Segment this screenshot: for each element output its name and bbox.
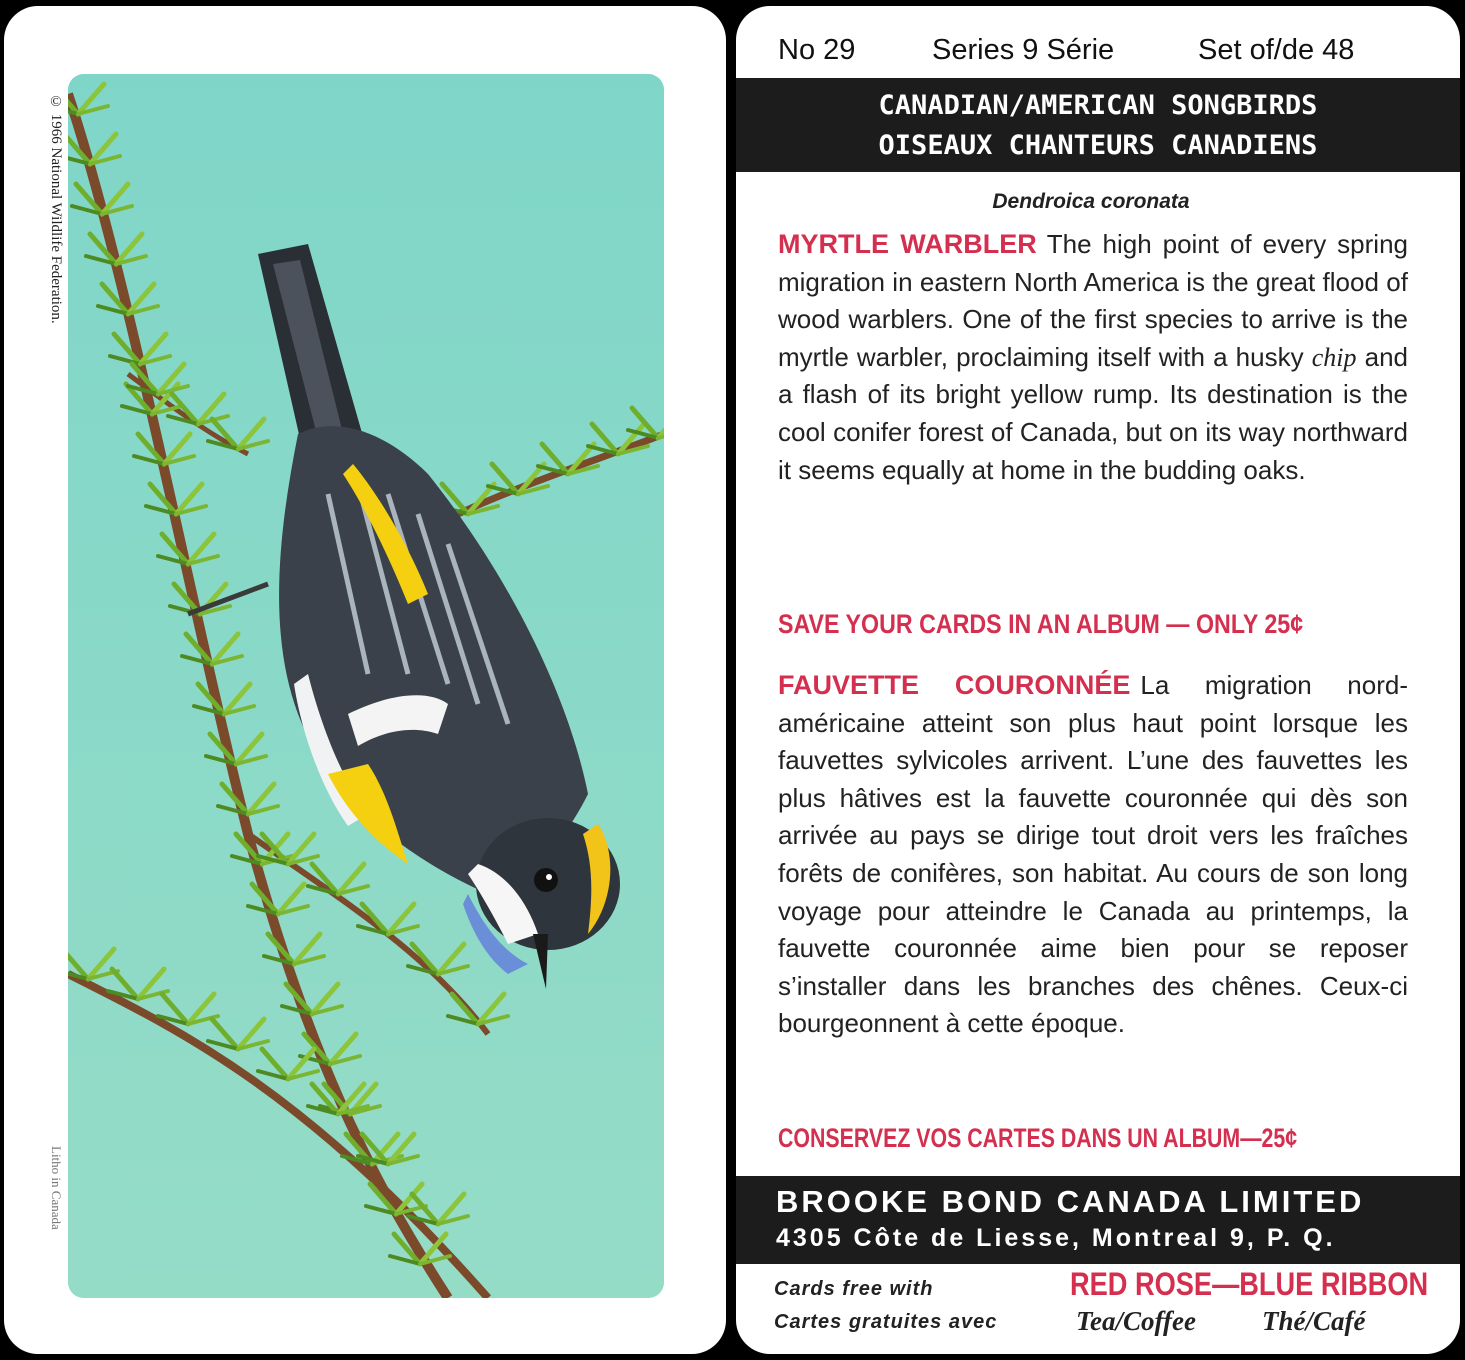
series-title-band bbox=[736, 78, 1460, 172]
series-label: Series 9 Série bbox=[932, 34, 1115, 66]
album-promo-fr: CONSERVEZ VOS CARTES DANS UN ALBUM—25¢ bbox=[778, 1123, 1298, 1153]
french-text: La migration nord-américaine atteint son plus haut point lorsque les fauvettes sylvicoles arrivent. L’une des fauvettes les plus hâtives est la fauvette couronnée qui dès son arrivée au pays se dirige tout droit vers les fraîches forêts de conifères, son habitat. Au cours de son long voyage pour atteindre le Canada au printemps, la fauvette couronnée aime bien pour se reposer s’installer dans les branches des chênes. Ceux-ci bourgeonnent à cette époque. bbox=[778, 670, 1409, 1039]
products-fr: Thé/Café bbox=[1262, 1306, 1366, 1336]
series-title-en: CANADIAN/AMERICAN SONGBIRDS bbox=[878, 90, 1318, 121]
cards-free-fr: Cartes gratuites avec bbox=[774, 1311, 998, 1333]
english-text-italic: chip bbox=[1311, 342, 1357, 372]
copyright-notice: © 1966 National Wildlife Federation. bbox=[48, 94, 64, 324]
french-bird-name: FAUVETTE COURONNÉE bbox=[778, 670, 1131, 700]
warbler-painting bbox=[68, 74, 664, 1298]
products-en: Tea/Coffee bbox=[1076, 1306, 1196, 1336]
company-address: 4305 Côte de Liesse, Montreal 9, P. Q. bbox=[776, 1224, 1336, 1252]
card-back bbox=[736, 6, 1460, 1354]
card-front bbox=[4, 6, 726, 1354]
brand-names: RED ROSE—BLUE RIBBON bbox=[1070, 1266, 1429, 1302]
company-name: BROOKE BOND CANADA LIMITED bbox=[776, 1184, 1365, 1219]
litho-notice: Litho in Canada bbox=[49, 1146, 64, 1230]
latin-name: Dendroica coronata bbox=[992, 190, 1190, 213]
english-bird-name: MYRTLE WARBLER bbox=[778, 229, 1037, 259]
company-band bbox=[736, 1176, 1460, 1264]
english-text-part1: The high point of every spring migration in eastern North America is the great flood of wood warblers. One of the first species to arrive is the myrtle warbler, proclaiming itself with a husky bbox=[778, 229, 1408, 372]
english-text-part2: and a flash of its bright yellow rump. Its destination is the cool conifer forest of Canada, but on its way northward it seems equally at home in the budding oaks. bbox=[778, 341, 1408, 485]
set-label: Set of/de 48 bbox=[1198, 34, 1355, 66]
card-header-line bbox=[736, 34, 1460, 74]
cards-free-en: Cards free with bbox=[774, 1278, 934, 1300]
english-description bbox=[778, 226, 1408, 489]
album-promo-en: SAVE YOUR CARDS IN AN ALBUM — ONLY 25¢ bbox=[778, 609, 1304, 639]
bird-illustration bbox=[68, 74, 664, 1298]
card-number: No 29 bbox=[778, 34, 856, 66]
french-description bbox=[778, 667, 1408, 1043]
series-title-fr: OISEAUX CHANTEURS CANADIENS bbox=[878, 130, 1318, 161]
